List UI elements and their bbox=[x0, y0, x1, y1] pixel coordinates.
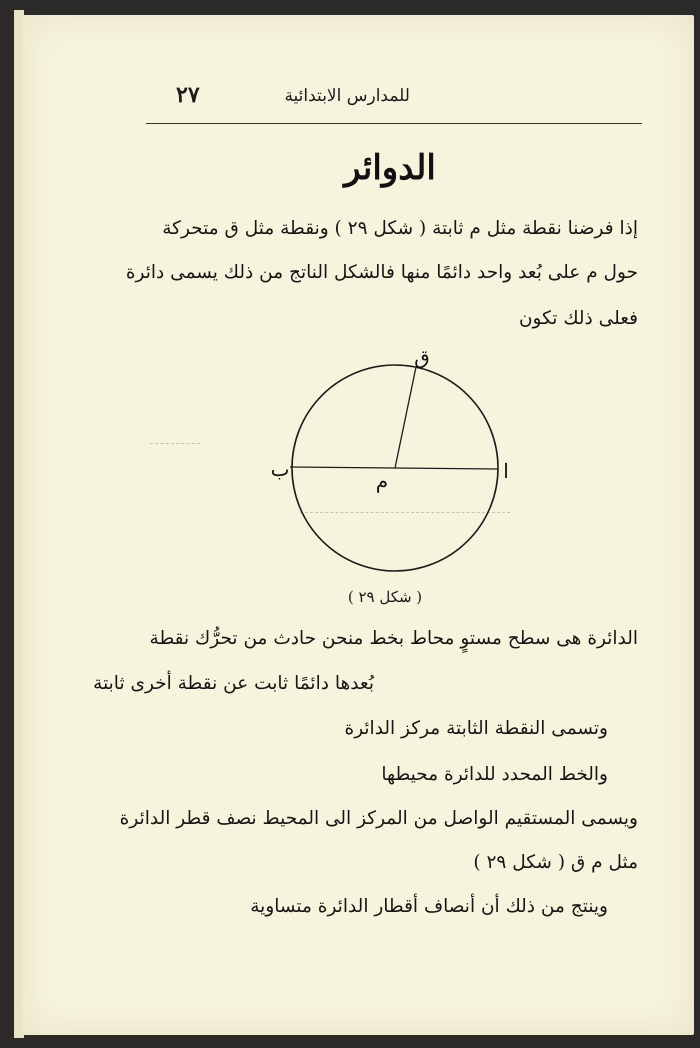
intro-line-1: إذا فرضنا نقطة مثل م ثابتة ( شكل ٢٩ ) ونقطة مثل ق متحركة bbox=[162, 218, 638, 239]
page-number: ٢٧ bbox=[176, 82, 200, 108]
circle-radius bbox=[395, 367, 416, 468]
circle-diameter bbox=[290, 467, 498, 469]
print-smudge bbox=[150, 443, 200, 444]
label-b: ب bbox=[270, 457, 290, 481]
circumference-definition: والخط المحدد للدائرة محيطها bbox=[381, 764, 608, 785]
label-a: ا bbox=[503, 459, 509, 483]
center-definition: وتسمى النقطة الثابتة مركز الدائرة bbox=[344, 718, 608, 739]
header-rule bbox=[146, 123, 642, 124]
running-title: للمدارس الابتدائية bbox=[284, 86, 410, 106]
figure-caption: ( شكل ٢٩ ) bbox=[347, 588, 423, 606]
definition-line-2: بُعدها دائمًا ثابت عن نقطة أخرى ثابتة bbox=[93, 673, 374, 694]
radius-definition-line-2: مثل م ق ( شكل ٢٩ ) bbox=[473, 852, 638, 873]
page-header bbox=[148, 82, 610, 122]
radius-definition-line-1: ويسمى المستقيم الواصل من المركز الى المحيط نصف قطر الدائرة bbox=[119, 808, 638, 829]
circle-figure bbox=[270, 350, 520, 590]
chapter-title: الدوائر bbox=[344, 148, 436, 188]
label-q: ق bbox=[414, 350, 430, 369]
result-statement: وينتج من ذلك أن أنصاف أقطار الدائرة متساوية bbox=[250, 896, 608, 917]
definition-line-1: الدائرة هى سطح مستوٍ محاط بخط منحن حادث من تحرُّك نقطة bbox=[149, 628, 638, 649]
label-m: م bbox=[375, 469, 389, 493]
intro-line-3: فعلى ذلك تكون bbox=[518, 308, 638, 329]
intro-line-2: حول م على بُعد واحد دائمًا منها فالشكل الناتج من ذلك يسمى دائرة bbox=[125, 262, 638, 283]
